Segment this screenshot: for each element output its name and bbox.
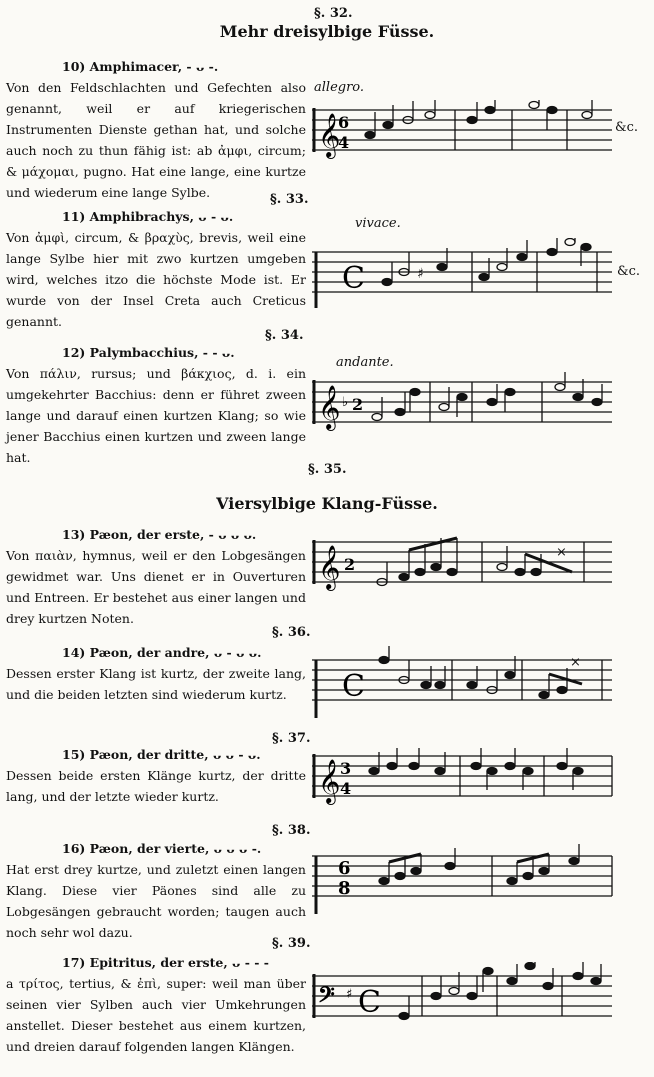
staff-graphic	[312, 372, 632, 434]
svg-text:𝄞: 𝄞	[318, 759, 341, 803]
svg-text:3: 3	[340, 759, 352, 778]
music-staff-amphibrachys	[312, 238, 634, 308]
entry-title: 17) Epitritus, der erste, ᴗ - - -	[62, 955, 269, 970]
music-staff-paeon-second	[312, 646, 634, 718]
entry-body: a τρίτος, tertius, & ἐπὶ, super: weil man über seinen vier Sylben auch vier Umkehrungen anstellet. Dieser bestehet aus einem kurtzen, und dreien darauf folgenden langen Klängen.	[6, 976, 306, 1054]
svg-text:6: 6	[338, 858, 351, 879]
heading-four-syllable-feet: Viersylbige Klang-Füsse.	[216, 494, 438, 513]
entry-amphimacer	[6, 56, 306, 203]
entry-body: Von πάλιν, rursus; und βάκχιος, d. i. ein umgekehrter Bacchius: denn er führet zween lange und darauf einen kurtzen Klang; so wie jener Bacchius einen kurtzen und zween lange hat.	[6, 366, 306, 465]
svg-text:×: ×	[570, 655, 581, 670]
section-number-39: §. 39.	[272, 936, 311, 951]
section-number-33: §. 33.	[270, 192, 309, 207]
svg-text:×: ×	[556, 545, 567, 560]
svg-text:♯: ♯	[417, 266, 424, 282]
section-number-38: §. 38.	[272, 823, 311, 838]
entry-body: Dessen beide ersten Klänge kurtz, der dritte lang, und der letzte wieder kurtz.	[6, 768, 306, 804]
svg-text:C: C	[342, 261, 365, 296]
tempo-marking: allegro.	[314, 80, 365, 95]
svg-text:𝄞: 𝄞	[318, 113, 341, 157]
svg-text:C: C	[358, 985, 381, 1020]
section-number-32: §. 32.	[314, 6, 353, 21]
svg-text:𝄢: 𝄢	[318, 983, 335, 1013]
entry-paeon-fourth	[6, 838, 306, 943]
svg-text:𝄞: 𝄞	[318, 385, 341, 429]
svg-text:2: 2	[352, 395, 364, 414]
entry-body: Von παιὰν, hymnus, weil er den Lobgesängen gewidmet war. Uns dienet er in Ouverturen und Entreen. Er bestehet aus einer langen und drey kurtzen Noten.	[6, 548, 306, 626]
entry-title: 14) Pæon, der andre, ᴗ - ᴗ ᴗ.	[62, 645, 262, 660]
staff-graphic	[312, 532, 632, 594]
svg-text:♯: ♯	[346, 987, 353, 1002]
heading-three-syllable-feet: Mehr dreisylbige Füsse.	[219, 22, 435, 41]
music-staff-paeon-first	[312, 532, 634, 594]
section-number-37: §. 37.	[272, 731, 311, 746]
entry-body: Von den Feldschlachten und Gefechten also genannt, weil er auf kriegerischen Instrumenten Dienste gethan hat, und solche auch noch zu thun fähig ist: ab ἀμφι, circum; & μάχομαι, pugno. Hat eine lange, eine kurtze und wiederum eine lange Sylbe.	[6, 80, 306, 200]
svg-text:8: 8	[338, 878, 351, 899]
entry-amphibrachys	[6, 206, 306, 332]
entry-body: Von ἀμφὶ, circum, & βραχὺς, brevis, weil eine lange Sylbe hier mit zwo kurtzen umgeben wird, welches itzo die höchste Mode ist. Er wurde von der Insel Creta auch Creticus genannt.	[6, 230, 306, 329]
tempo-marking: andante.	[336, 355, 394, 370]
staff-graphic	[312, 646, 632, 718]
svg-text:6: 6	[338, 113, 350, 132]
entry-epitritus-first	[6, 952, 306, 1057]
entry-paeon-first	[6, 524, 306, 629]
entry-body: Hat erst drey kurtze, und zuletzt einen langen Klang. Diese vier Päones sind alle zu Lobgesängen gebraucht worden; taugen auch noch sehr wol dazu.	[6, 862, 306, 940]
staff-graphic	[312, 238, 632, 308]
svg-text:2: 2	[344, 555, 356, 574]
entry-body: Dessen erster Klang ist kurtz, der zweite lang, und die beiden letzten sind wiederum kurtz.	[6, 666, 306, 702]
entry-title: 12) Palymbacchius, - - ᴗ.	[62, 345, 235, 360]
section-number-36: §. 36.	[272, 625, 311, 640]
entry-title: 13) Pæon, der erste, - ᴗ ᴗ ᴗ.	[62, 527, 257, 542]
svg-text:4: 4	[340, 779, 352, 798]
svg-text:4: 4	[338, 133, 350, 152]
svg-text:C: C	[342, 669, 365, 704]
entry-title: 11) Amphibrachys, ᴗ - ᴗ.	[62, 209, 234, 224]
music-staff-epitritus-first	[312, 962, 634, 1032]
section-number-34: §. 34.	[265, 328, 304, 343]
etc-label: &c.	[617, 264, 640, 279]
entry-title: 15) Pæon, der dritte, ᴗ ᴗ - ᴗ.	[62, 747, 261, 762]
tempo-marking: vivace.	[355, 216, 401, 231]
music-staff-paeon-fourth	[312, 842, 634, 914]
music-staff-amphimacer	[312, 100, 634, 162]
music-staff-paeon-third	[312, 746, 634, 808]
svg-text:♭: ♭	[342, 395, 349, 410]
staff-graphic	[312, 100, 632, 162]
entry-title: 10) Amphimacer, - ᴗ -.	[62, 59, 219, 74]
entry-palymbacchius	[6, 342, 306, 468]
music-staff-palymbacchius	[312, 372, 634, 434]
entry-paeon-third	[6, 744, 306, 807]
staff-graphic	[312, 746, 632, 808]
staff-graphic	[312, 962, 632, 1032]
entry-title: 16) Pæon, der vierte, ᴗ ᴗ ᴗ -.	[62, 841, 262, 856]
staff-graphic	[312, 842, 632, 914]
svg-text:𝄞: 𝄞	[318, 545, 341, 589]
entry-paeon-second	[6, 642, 306, 705]
section-number-35: §. 35.	[308, 462, 347, 477]
etc-label: &c.	[615, 120, 638, 135]
